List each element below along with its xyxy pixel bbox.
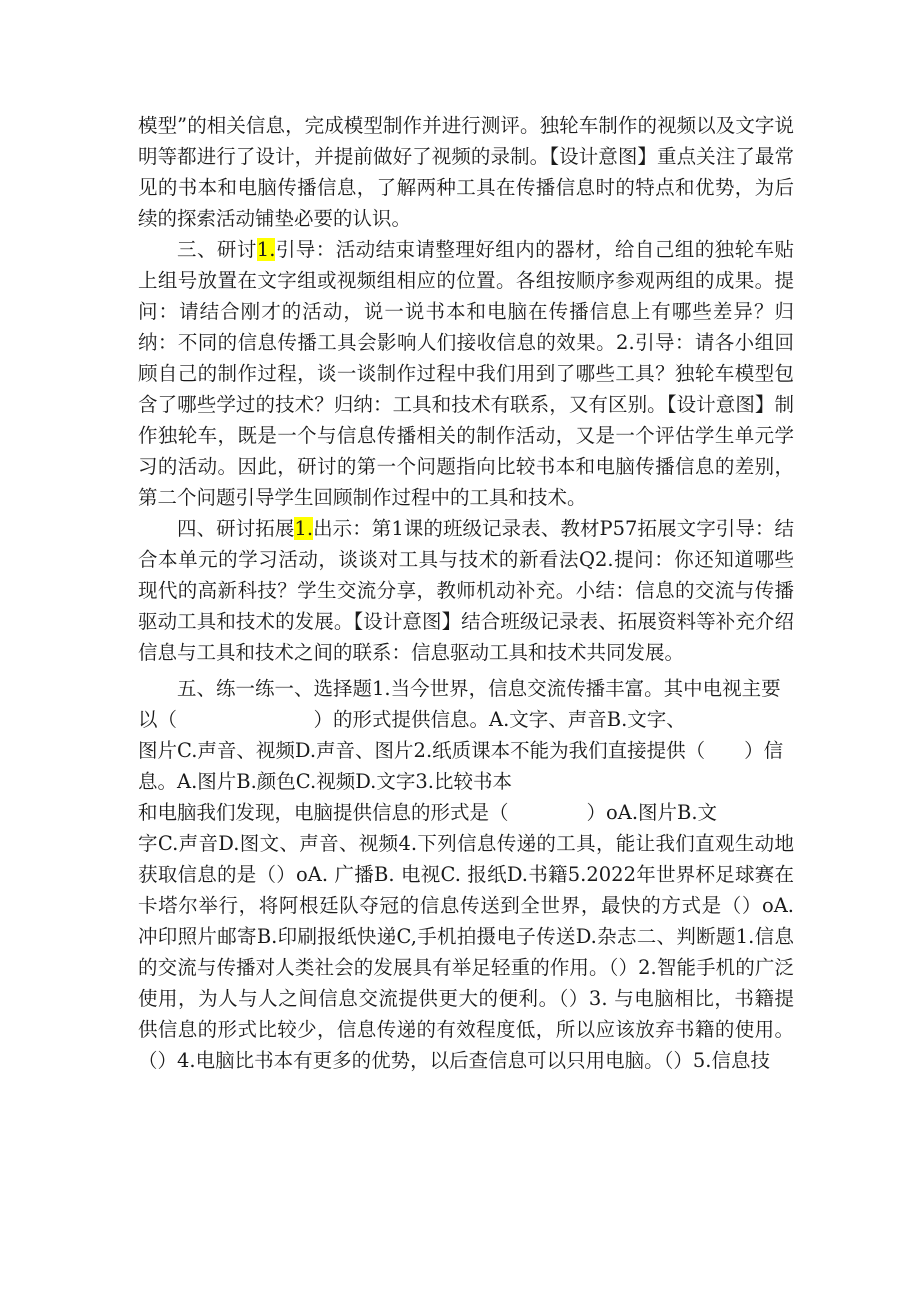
section-3-body: 引导：活动结束请整理好组内的器材，给自己组的独轮车贴上组号放置在文字组或视频组相应的位置。各组按顺序参观两组的成果。提问：请结合刚才的活动，说一说书本和电脑在传播信息上有哪些差异？归纳：不同的信息传播工具会影响人们接收信息的效果。2.引导：请各小组回顾自己的制作过程，谈一谈制作过程中我们用到了哪些工具？独轮车模型包含了哪些学过的技术？归纳：工具和技术有联系，又有区别。【设计意图】制作独轮车，既是一个与信息传播相关的制作活动，又是一个评估学生单元学习的活动。因此，研讨的第一个问题指向比较书本和电脑传播信息的差别，第二个问题引导学生回顾制作过程中的工具和技术。 [138, 238, 794, 509]
exercise-line-5: 和电脑我们发现，电脑提供信息的形式是（ ）oA.图片B.文 [138, 801, 718, 824]
section-3-heading: 三、研讨 [177, 238, 257, 261]
paragraph-section-3-discussion [138, 234, 794, 513]
highlight-marker-2: 1. [294, 517, 314, 540]
exercise-remaining-text: 字C.声音D.图文、声音、视频4.下列信息传递的工具，能让我们直观生动地获取信息的是（）oA. 广播B. 电视C. 报纸D.书籍5.2022年世界杯足球赛在卡塔尔举行，将阿根廷队夺冠的信息传送到全世界，最快的方式是（）oA.冲印照片邮寄B.印刷报纸快递C,手机拍摄电子传送D.杂志二、判断题1.信息的交流与传播对人类社会的发展具有举足轻重的作用。（）2.智能手机的广泛使用，为人与人之间信息交流提供更大的便利。（）3. 与电脑相比，书籍提供信息的形式比较少，信息传递的有效程度低，所以应该放弃书籍的使用。（）4.电脑比书本有更多的优势，以后查信息可以只用电脑。（）5.信息技 [138, 832, 794, 1072]
section-4-heading: 四、研讨拓展 [177, 517, 295, 540]
section-4-body: 出示：第1课的班级记录表、教材P57拓展文字引导：结合本单元的学习活动，谈谈对工具与技术的新看法Q2.提问：你还知道哪些现代的高新科技？学生交流分享，教师机动补充。小结：信息的交流与传播驱动工具和技术的发展。【设计意图】结合班级记录表、拓展资料等补充介绍信息与工具和技术之间的联系：信息驱动工具和技术共同发展。 [138, 517, 794, 664]
highlight-marker-1: 1. [256, 238, 276, 261]
document-page [138, 110, 794, 1076]
exercise-line-4: 息。A.图片B.颜色C.视频D.文字3.比较书本 [138, 770, 512, 793]
paragraph-design-intent-1: 模型”的相关信息，完成模型制作并进行测评。独轮车制作的视频以及文字说明等都进行了设计，并提前做好了视频的录制。【设计意图】重点关注了最常见的书本和电脑传播信息，了解两种工具在传播信息时的特点和优势，为后续的探索活动铺垫必要的认识。 [138, 114, 794, 230]
exercise-line-3: 图片C.声音、视频D.声音、图片2.纸质课本不能为我们直接提供（ ）信 [138, 739, 784, 762]
exercise-line-1: 五、练一练一、选择题1.当今世界，信息交流传播丰富。其中电视主要 [177, 677, 781, 700]
paragraph-section-5-exercises [138, 673, 794, 1076]
exercise-line-2: 以（ ）的形式提供信息。A.文字、声音B.文字、 [138, 708, 686, 731]
paragraph-section-4-extension [138, 513, 794, 668]
